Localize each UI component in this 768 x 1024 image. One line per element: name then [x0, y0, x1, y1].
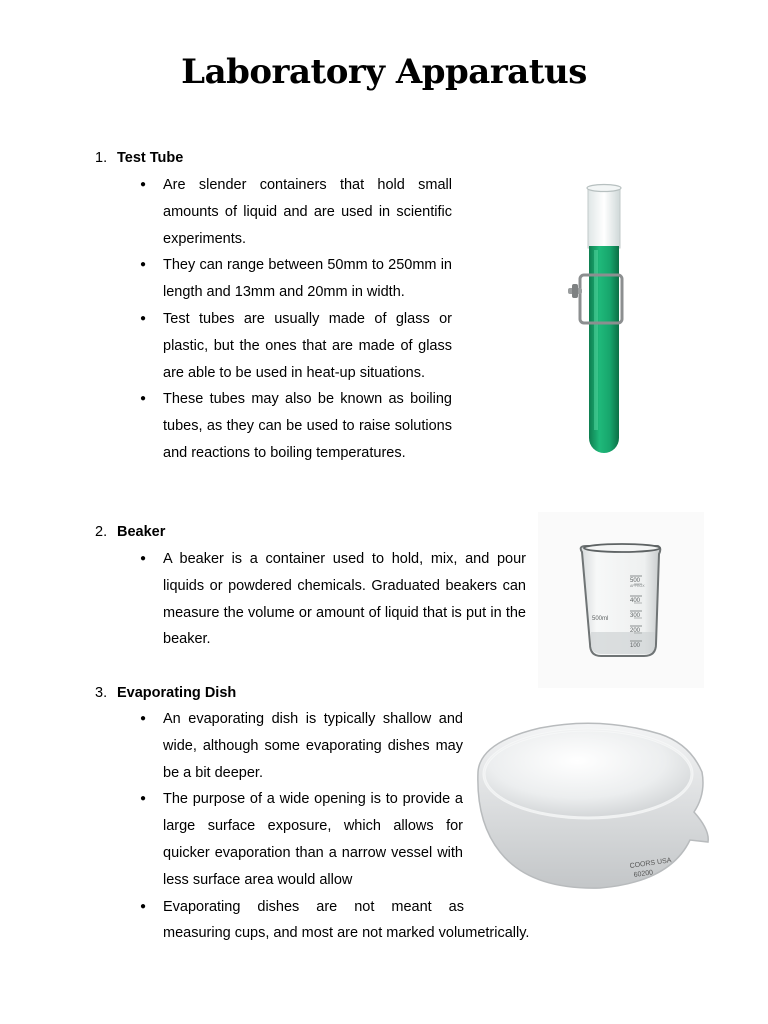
beaker-graduation-label: 100	[630, 643, 641, 649]
evaporating-dish-illustration-icon	[470, 712, 715, 898]
section-title: Test Tube	[117, 150, 184, 166]
section-number: 3.	[95, 685, 108, 701]
beaker-image	[538, 512, 704, 688]
test-tube-illustration-icon	[560, 180, 640, 460]
page-title: Laboratory Apparatus	[181, 52, 587, 92]
list-item: ● Evaporating dishes are not meant as measuring cups, and most are not marked volumetrically.	[140, 894, 463, 948]
list-item: ● These tubes may also be known as boiling tubes, as they can be used to raise solutions and reactions to boiling temperatures.	[140, 386, 452, 466]
section-title: Evaporating Dish	[117, 685, 237, 701]
list-item: ● The purpose of a wide opening is to provide a large surface exposure, which allows for quicker evaporation than a narrow vessel with less surface area would allow	[140, 786, 463, 893]
evaporating-dish-image	[470, 712, 715, 898]
section-number: 2.	[95, 524, 108, 540]
beaker-graduation-label: 200	[630, 628, 641, 634]
beaker-approx-label: APPROX	[630, 584, 645, 588]
test-tube-image	[560, 180, 640, 460]
beaker-graduation-label: 500	[630, 578, 641, 584]
evaporating-dish-bullet-list	[140, 706, 530, 947]
beaker-graduation-label: 300	[630, 613, 641, 619]
list-item: ● They can range between 50mm to 250mm in length and 13mm and 20mm in width.	[140, 252, 452, 306]
dish-stamp-text: COORS USA	[629, 857, 672, 870]
section-heading-test-tube	[95, 150, 183, 166]
section-number: 1.	[95, 150, 108, 166]
list-item: ● A beaker is a container used to hold, mix, and pour liquids or powdered chemicals. Graduated beakers can measure the volume or amount of liquid that is put in the beaker.	[140, 546, 526, 653]
test-tube-bullet-list	[140, 172, 452, 467]
beaker-illustration-icon	[538, 512, 704, 688]
section-heading-beaker	[95, 524, 165, 540]
section-title: Beaker	[117, 524, 166, 540]
dish-stamp-text: 60200	[633, 869, 654, 879]
beaker-graduation-label: 400	[630, 598, 641, 604]
list-item: ● Are slender containers that hold small amounts of liquid and are used in scientific experiments.	[140, 172, 452, 252]
list-item: ● Test tubes are usually made of glass or plastic, but the ones that are made of glass are able to be used in heat-up situations.	[140, 306, 452, 386]
section-heading-evaporating-dish	[95, 685, 236, 701]
beaker-bullet-list	[140, 546, 526, 653]
beaker-volume-label: 500ml	[592, 616, 609, 622]
list-item: ● An evaporating dish is typically shallow and wide, although some evaporating dishes may be a bit deeper.	[140, 706, 463, 786]
